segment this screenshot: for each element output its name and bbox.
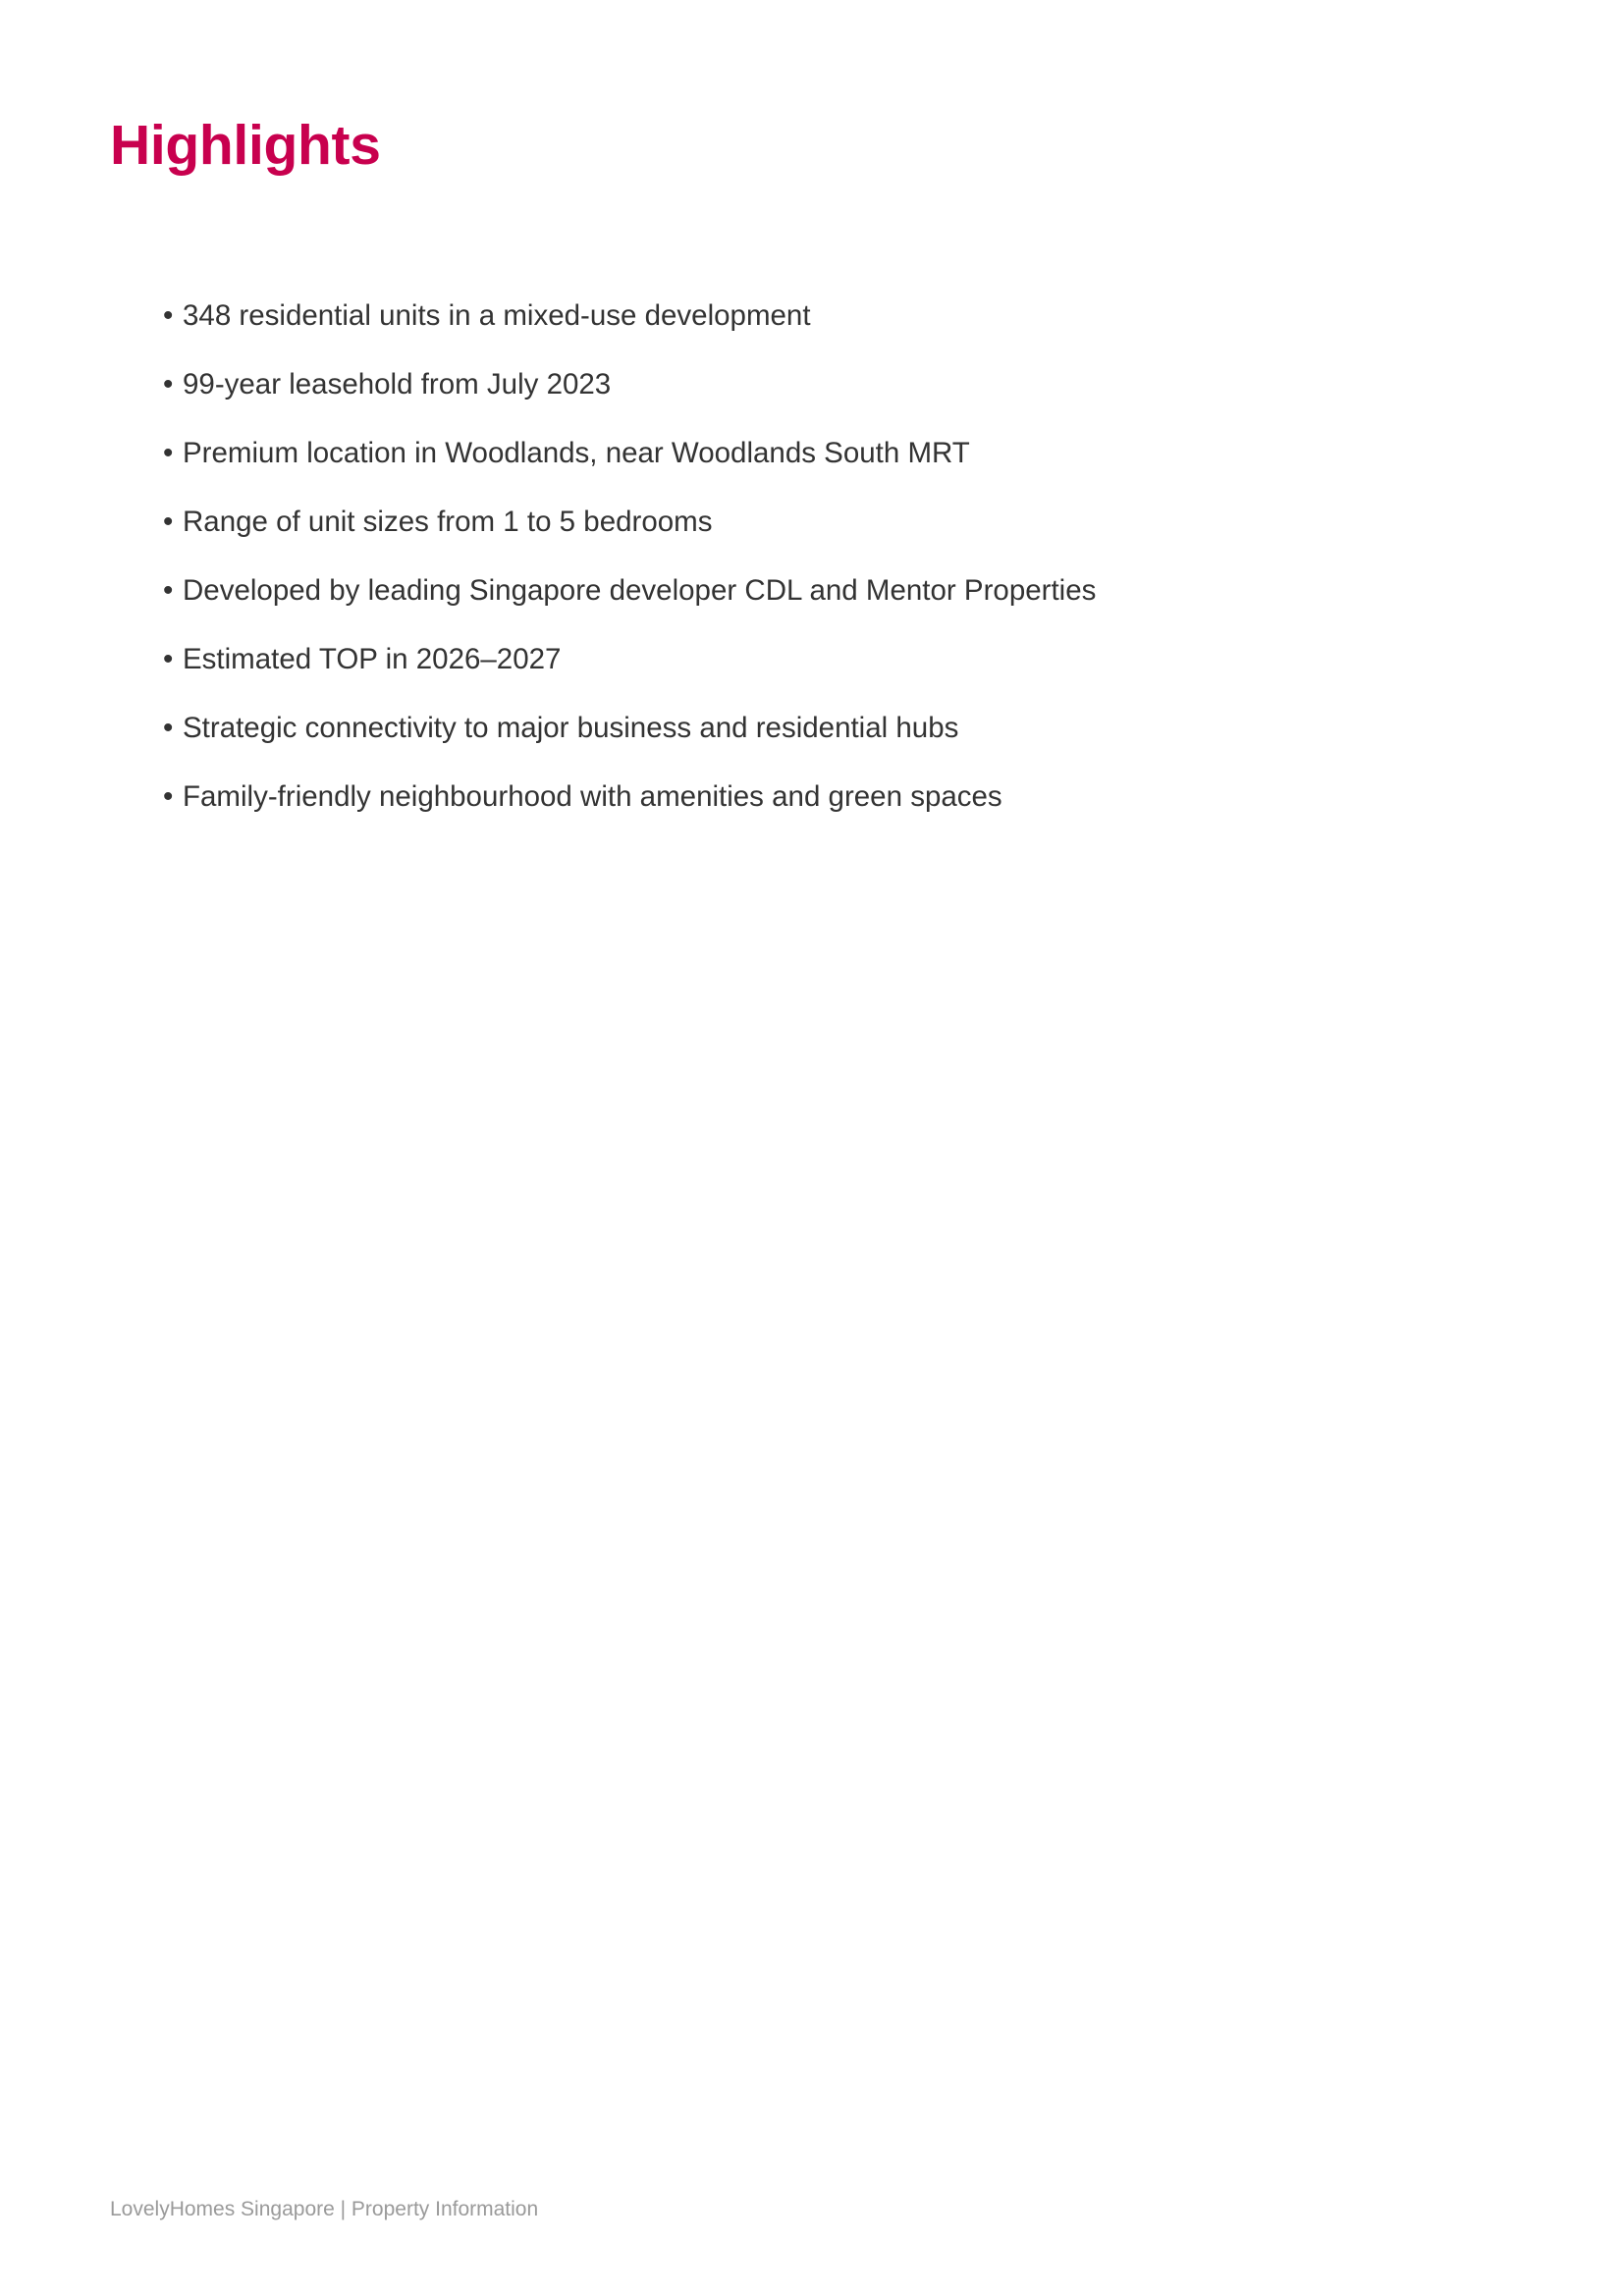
bullet-icon: • — [163, 437, 174, 469]
bullet-icon: • — [163, 712, 174, 744]
bullet-icon: • — [163, 299, 174, 332]
highlight-item — [163, 709, 1096, 777]
highlight-text: Estimated TOP in 2026–2027 — [183, 643, 562, 675]
highlight-item — [163, 640, 1096, 709]
page-title: Highlights — [110, 114, 381, 177]
highlight-item — [163, 434, 1096, 503]
highlight-text: Family-friendly neighbourhood with amenities and green spaces — [183, 780, 1002, 813]
highlight-item — [163, 571, 1096, 640]
bullet-icon: • — [163, 506, 174, 538]
highlight-text: 99-year leasehold from July 2023 — [183, 368, 612, 400]
bullet-icon: • — [163, 780, 174, 813]
highlight-text: Range of unit sizes from 1 to 5 bedrooms — [183, 506, 713, 538]
highlight-item — [163, 503, 1096, 571]
highlights-list — [163, 296, 1096, 846]
highlight-text: Strategic connectivity to major business and residential hubs — [183, 712, 959, 744]
highlight-item — [163, 296, 1096, 365]
highlight-text: 348 residential units in a mixed-use development — [183, 299, 811, 332]
highlight-item — [163, 777, 1096, 846]
bullet-icon: • — [163, 643, 174, 675]
bullet-icon: • — [163, 368, 174, 400]
bullet-icon: • — [163, 574, 174, 607]
highlight-item — [163, 365, 1096, 434]
page-footer: LovelyHomes Singapore | Property Information — [110, 2198, 539, 2220]
highlight-text: Premium location in Woodlands, near Woodlands South MRT — [183, 437, 970, 469]
highlight-text: Developed by leading Singapore developer CDL and Mentor Properties — [183, 574, 1097, 607]
